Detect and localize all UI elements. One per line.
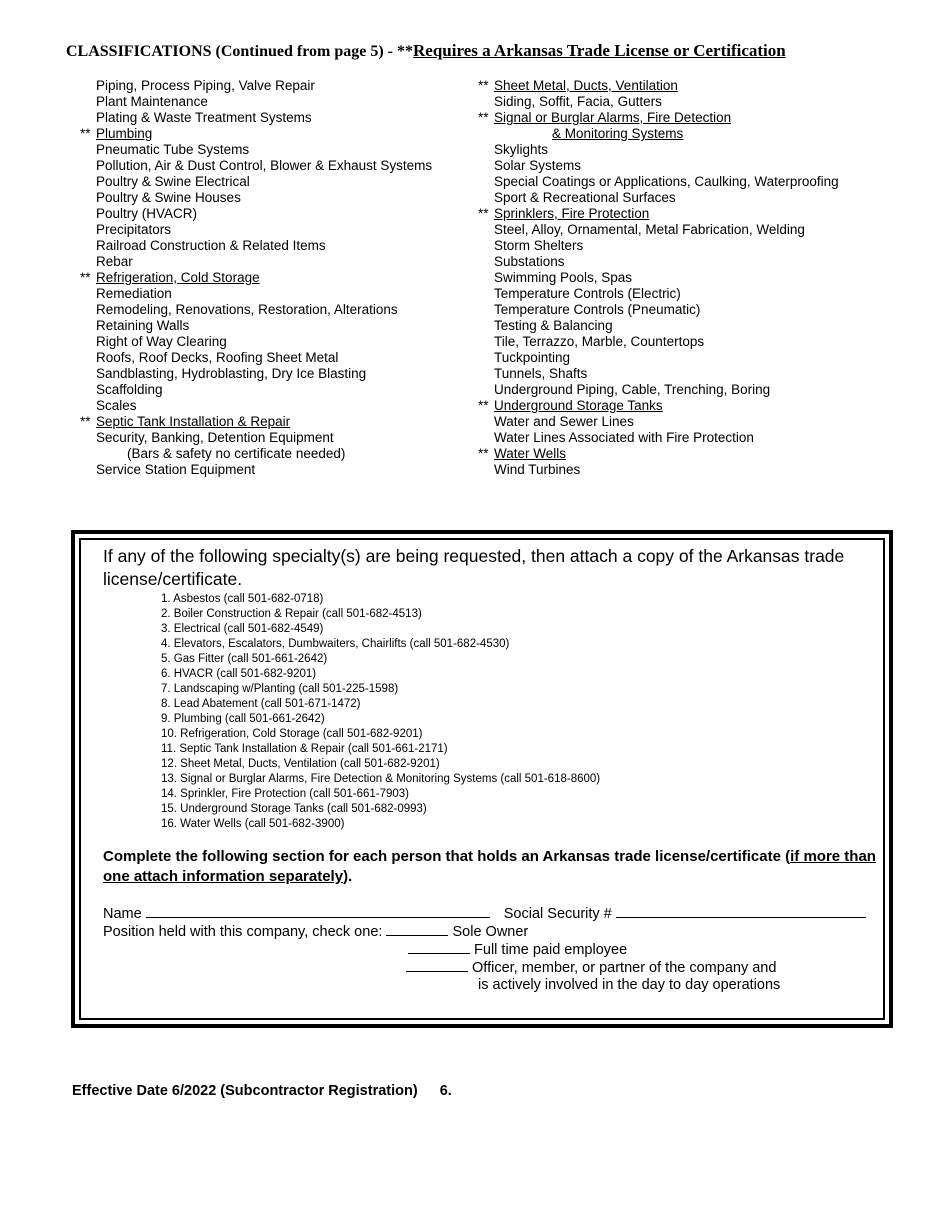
ssn-field[interactable]	[616, 904, 866, 918]
classification-item: Siding, Soffit, Facia, Gutters	[494, 94, 662, 109]
classification-item: Poultry & Swine Houses	[96, 190, 241, 205]
option-officer-continued: is actively involved in the day to day operations	[478, 977, 781, 993]
classification-item: Solar Systems	[494, 158, 582, 173]
classification-item: Poultry & Swine Electrical	[96, 174, 250, 189]
classification-item: Tunnels, Shafts	[494, 366, 588, 381]
classifications-right-column	[478, 78, 839, 478]
classification-item: Security, Banking, Detention Equipment	[96, 430, 334, 445]
name-label: Name	[103, 906, 142, 922]
classification-item: Pollution, Air & Dust Control, Blower & Exhaust Systems	[96, 158, 433, 173]
license-list-item: 3. Electrical (call 501-682-4549)	[161, 623, 324, 635]
license-list-item: 12. Sheet Metal, Ducts, Ventilation (call 501-682-9201)	[161, 758, 440, 770]
classification-item: Precipitators	[96, 222, 172, 237]
classification-item: Scaffolding	[96, 382, 163, 397]
classification-item: Plating & Waste Treatment Systems	[96, 110, 312, 125]
license-list-item: 9. Plumbing (call 501-661-2642)	[161, 713, 325, 725]
classification-item: Remediation	[96, 286, 172, 301]
officer-row	[103, 958, 866, 976]
page-footer	[72, 1083, 452, 1099]
name-field[interactable]	[146, 904, 490, 918]
officer-check[interactable]	[406, 958, 468, 972]
classification-item: Temperature Controls (Electric)	[494, 286, 681, 301]
ssn-label: Social Security #	[503, 906, 612, 922]
effective-date: Effective Date 6/2022 (Subcontractor Registration)	[72, 1083, 418, 1099]
complete-note: if more than one attach information separately	[103, 848, 876, 885]
classification-item: Skylights	[494, 142, 549, 157]
classification-item: Tile, Terrazzo, Marble, Countertops	[494, 334, 705, 349]
license-list-item: 15. Underground Storage Tanks (call 501-682-0993)	[161, 803, 427, 815]
license-required-marker: **	[478, 398, 489, 413]
classification-item: Special Coatings or Applications, Caulking, Waterproofing	[494, 174, 839, 189]
classification-item-licensed: ** Septic Tank Installation & Repair	[80, 414, 291, 429]
license-list-item: 5. Gas Fitter (call 501-661-2642)	[161, 653, 328, 665]
header-prefix: CLASSIFICATIONS (Continued from page 5) - **	[66, 43, 413, 60]
classification-item: Piping, Process Piping, Valve Repair	[96, 78, 315, 93]
classification-item: Rebar	[96, 254, 133, 269]
classification-item: Retaining Walls	[96, 318, 190, 333]
classification-item-licensed: ** Plumbing	[80, 126, 153, 141]
license-list-item: 2. Boiler Construction & Repair (call 501-682-4513)	[161, 608, 422, 620]
license-required-marker: **	[80, 414, 91, 429]
license-holder-form	[103, 904, 866, 994]
classifications-left-column	[80, 78, 432, 478]
classification-item: Underground Piping, Cable, Trenching, Boring	[494, 382, 771, 397]
employee-check[interactable]	[408, 940, 470, 954]
classification-item: Sandblasting, Hydroblasting, Dry Ice Blasting	[96, 366, 367, 381]
classification-item-licensed: ** Sheet Metal, Ducts, Ventilation	[478, 78, 678, 93]
classification-item: Sport & Recreational Surfaces	[494, 190, 676, 205]
license-list-item: 7. Landscaping w/Planting (call 501-225-1598)	[161, 683, 399, 695]
classification-item: Wind Turbines	[494, 462, 581, 477]
classification-item-licensed: ** Underground Storage Tanks	[478, 398, 663, 413]
option-employee: Full time paid employee	[474, 942, 628, 958]
classification-item: Swimming Pools, Spas	[494, 270, 633, 285]
classification-item: Water Lines Associated with Fire Protection	[494, 430, 754, 445]
classification-item: Pneumatic Tube Systems	[96, 142, 250, 157]
classification-item: Plant Maintenance	[96, 94, 208, 109]
license-required-marker: **	[80, 126, 91, 141]
license-list-item: 6. HVACR (call 501-682-9201)	[161, 668, 317, 680]
page-header	[66, 41, 786, 61]
classification-item: Steel, Alloy, Ornamental, Metal Fabrication, Welding	[494, 222, 805, 237]
classification-item: Temperature Controls (Pneumatic)	[494, 302, 701, 317]
position-label: Position held with this company, check one:	[103, 924, 383, 940]
classification-item: Water and Sewer Lines	[494, 414, 634, 429]
license-required-marker: **	[80, 270, 91, 285]
classification-item: Testing & Balancing	[494, 318, 613, 333]
classification-item: Poultry (HVACR)	[96, 206, 198, 221]
position-row	[103, 922, 866, 940]
classification-item: Storm Shelters	[494, 238, 584, 253]
classification-item-licensed: ** Signal or Burglar Alarms, Fire Detection	[478, 110, 732, 125]
sole-owner-check[interactable]	[386, 922, 448, 936]
classification-item: Scales	[96, 398, 137, 413]
classification-item: Substations	[494, 254, 565, 269]
classification-note: (Bars & safety no certificate needed)	[127, 446, 346, 461]
license-required-marker: **	[478, 446, 489, 461]
classification-item: Service Station Equipment	[96, 462, 256, 477]
classification-item: Roofs, Roof Decks, Roofing Sheet Metal	[96, 350, 339, 365]
classification-item: Remodeling, Renovations, Restoration, Alterations	[96, 302, 398, 317]
classification-item: Right of Way Clearing	[96, 334, 227, 349]
employee-row	[103, 940, 866, 958]
option-officer: Officer, member, or partner of the company and	[472, 960, 777, 976]
classification-item-continued: & Monitoring Systems	[552, 126, 684, 141]
classification-item-licensed: ** Refrigeration, Cold Storage	[80, 270, 260, 285]
page-number: 6.	[439, 1083, 452, 1099]
license-required-marker: **	[478, 206, 489, 221]
classification-item: Railroad Construction & Related Items	[96, 238, 326, 253]
license-required-marker: **	[478, 110, 489, 125]
license-list-item: 10. Refrigeration, Cold Storage (call 501-682-9201)	[161, 728, 423, 740]
classification-item: Tuckpointing	[494, 350, 571, 365]
license-list-item: 4. Elevators, Escalators, Dumbwaiters, Chairlifts (call 501-682-4530)	[161, 638, 510, 650]
license-list-item: 11. Septic Tank Installation & Repair (call 501-661-2171)	[161, 743, 448, 755]
trade-license-box-inner	[79, 538, 885, 1020]
license-list-item: 14. Sprinkler, Fire Protection (call 501-661-7903)	[161, 788, 410, 800]
option-sole-owner: Sole Owner	[452, 924, 529, 940]
license-list-item: 1. Asbestos (call 501-682-0718)	[161, 593, 324, 605]
license-list-item: 13. Signal or Burglar Alarms, Fire Detection & Monitoring Systems (call 501-618-8600)	[161, 773, 601, 785]
license-required-marker: **	[478, 78, 489, 93]
license-list-item: 16. Water Wells (call 501-682-3900)	[161, 818, 345, 830]
header-requirement: Requires a Arkansas Trade License or Certification	[413, 41, 786, 60]
classification-item-licensed: ** Sprinklers, Fire Protection	[478, 206, 650, 221]
complete-section-instruction: Complete the following section for each person that holds an Arkansas trade license/certificate (if more than one attach information separately).	[103, 848, 876, 885]
trade-license-box	[71, 530, 893, 1028]
name-ssn-row	[103, 904, 866, 922]
classification-item-licensed: ** Water Wells	[478, 446, 567, 461]
officer-continued-row	[103, 976, 866, 994]
license-intro: If any of the following specialty(s) are being requested, then attach a copy of the Arkansas trade license/certificate.	[103, 546, 845, 589]
license-list	[161, 592, 600, 832]
license-list-item: 8. Lead Abatement (call 501-671-1472)	[161, 698, 361, 710]
